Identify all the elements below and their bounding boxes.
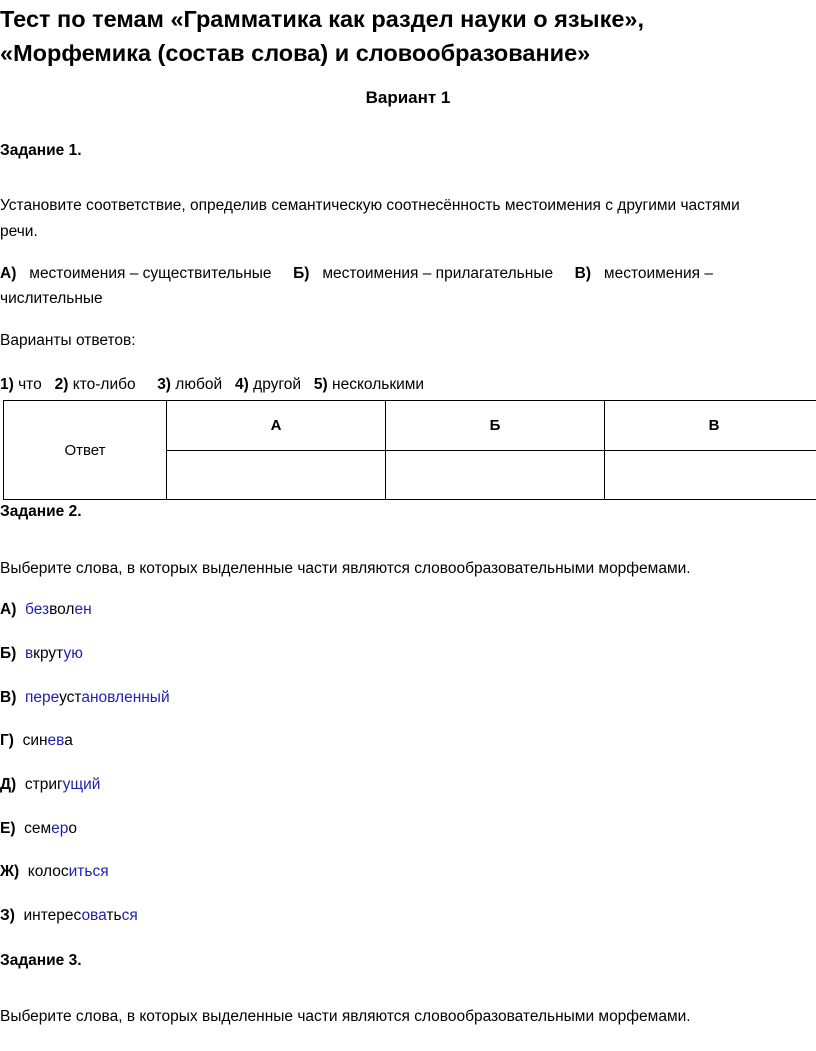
answer-table — [3, 400, 816, 500]
task2-item-word — [25, 601, 92, 618]
answer-num-3: 3) — [157, 376, 171, 393]
task2-instruction: Выберите слова, в которых выделенные части являются словообразовательными морфемами. — [0, 560, 691, 577]
morpheme-plain: сем — [24, 820, 52, 837]
answers-label: Варианты ответов: — [0, 332, 136, 349]
answer-num-1: 1) — [0, 376, 14, 393]
task2-item — [0, 907, 138, 925]
task1-options-cont: числительные — [0, 290, 103, 307]
answer-num-5: 5) — [313, 376, 328, 393]
task3-heading: Задание 3. — [0, 952, 82, 969]
task2-item — [0, 645, 83, 663]
task2-item-word — [23, 732, 73, 749]
task2-item-key: Е) — [0, 820, 16, 837]
morpheme-highlighted: ев — [47, 732, 65, 749]
answer-num-4: 4) — [235, 376, 249, 393]
task2-item-word — [25, 689, 170, 706]
task3-instruction: Выберите слова, в которых выделенные части являются словообразовательными морфемами. — [0, 1008, 691, 1025]
morpheme-highlighted: в — [24, 645, 34, 662]
task2-item — [0, 689, 170, 707]
morpheme-highlighted: ущий — [62, 776, 101, 793]
answer-text-2: кто-либо — [72, 376, 136, 393]
task2-item-key: А) — [0, 601, 17, 618]
task2-item — [0, 820, 77, 838]
morpheme-plain: у — [59, 689, 67, 706]
morpheme-plain: вол — [49, 601, 75, 618]
task2-item-word — [25, 645, 83, 662]
morpheme-plain: ст — [66, 689, 82, 706]
task1-options — [0, 265, 713, 283]
morpheme-highlighted: ановленный — [81, 689, 170, 706]
answer-text-4: другой — [253, 376, 301, 393]
task2-heading: Задание 2. — [0, 503, 82, 520]
task2-item-word — [28, 863, 109, 880]
option-key-v: В) — [574, 265, 591, 282]
task2-item — [0, 732, 73, 750]
morpheme-plain: колос — [27, 863, 69, 880]
task2-item-key: Г) — [0, 732, 14, 749]
task2-item-key: В) — [0, 689, 17, 706]
morpheme-plain: стриг — [24, 776, 63, 793]
task2-item-key: З) — [0, 907, 15, 924]
task2-item-word — [25, 776, 101, 793]
answer-text-1: что — [18, 376, 42, 393]
answer-col-b: Б — [386, 401, 605, 451]
morpheme-plain: син — [22, 732, 48, 749]
task2-item — [0, 601, 92, 619]
task2-item-word — [24, 820, 77, 837]
morpheme-plain: а — [64, 732, 73, 749]
task2-item-key: Д) — [0, 776, 17, 793]
answer-text-3: любой — [175, 376, 223, 393]
morpheme-plain: крут — [33, 645, 64, 662]
answer-cell-b[interactable] — [386, 451, 605, 500]
morpheme-highlighted: ся — [121, 907, 138, 924]
answer-col-v: В — [605, 401, 816, 451]
answer-num-2: 2) — [54, 376, 69, 393]
task2-item-key: Ж) — [0, 863, 20, 880]
task2-item — [0, 776, 100, 794]
morpheme-highlighted: ова — [81, 907, 107, 924]
morpheme-plain: интерес — [23, 907, 82, 924]
task2-item — [0, 863, 109, 881]
answers-list — [0, 376, 424, 394]
task1-instruction-line2: речи. — [0, 223, 38, 240]
answer-cell-a[interactable] — [167, 451, 386, 500]
variant-heading: Вариант 1 — [365, 88, 451, 107]
option-key-b: Б) — [293, 265, 310, 282]
option-text-b: местоимения – прилагательные — [322, 265, 554, 282]
morpheme-highlighted: иться — [68, 863, 109, 880]
option-text-v: местоимения – — [603, 265, 713, 282]
option-key-a: А) — [0, 265, 17, 282]
morpheme-highlighted: ен — [74, 601, 92, 618]
answer-text-5: несколькими — [332, 376, 425, 393]
morpheme-highlighted: без — [24, 601, 50, 618]
answer-cell-v[interactable] — [605, 451, 816, 500]
page-title — [0, 2, 644, 70]
morpheme-plain: ть — [106, 907, 122, 924]
task1-instruction-line1: Установите соответствие, определив семантическую соотнесённость местоимения с другими частями — [0, 197, 740, 214]
title-line-2: «Морфемика (состав слова) и словообразование» — [0, 40, 591, 66]
task2-item-word — [24, 907, 138, 924]
answer-col-a: А — [167, 401, 386, 451]
morpheme-highlighted: ер — [51, 820, 69, 837]
option-text-a: местоимения – существительные — [29, 265, 272, 282]
morpheme-plain: о — [68, 820, 78, 837]
task2-item-key: Б) — [0, 645, 17, 662]
morpheme-highlighted: ую — [63, 645, 83, 662]
title-line-1: Тест по темам «Грамматика как раздел науки о языке», — [0, 6, 645, 32]
morpheme-highlighted: пере — [24, 689, 60, 706]
answer-row-label: Ответ — [4, 401, 167, 500]
task1-heading: Задание 1. — [0, 142, 82, 159]
